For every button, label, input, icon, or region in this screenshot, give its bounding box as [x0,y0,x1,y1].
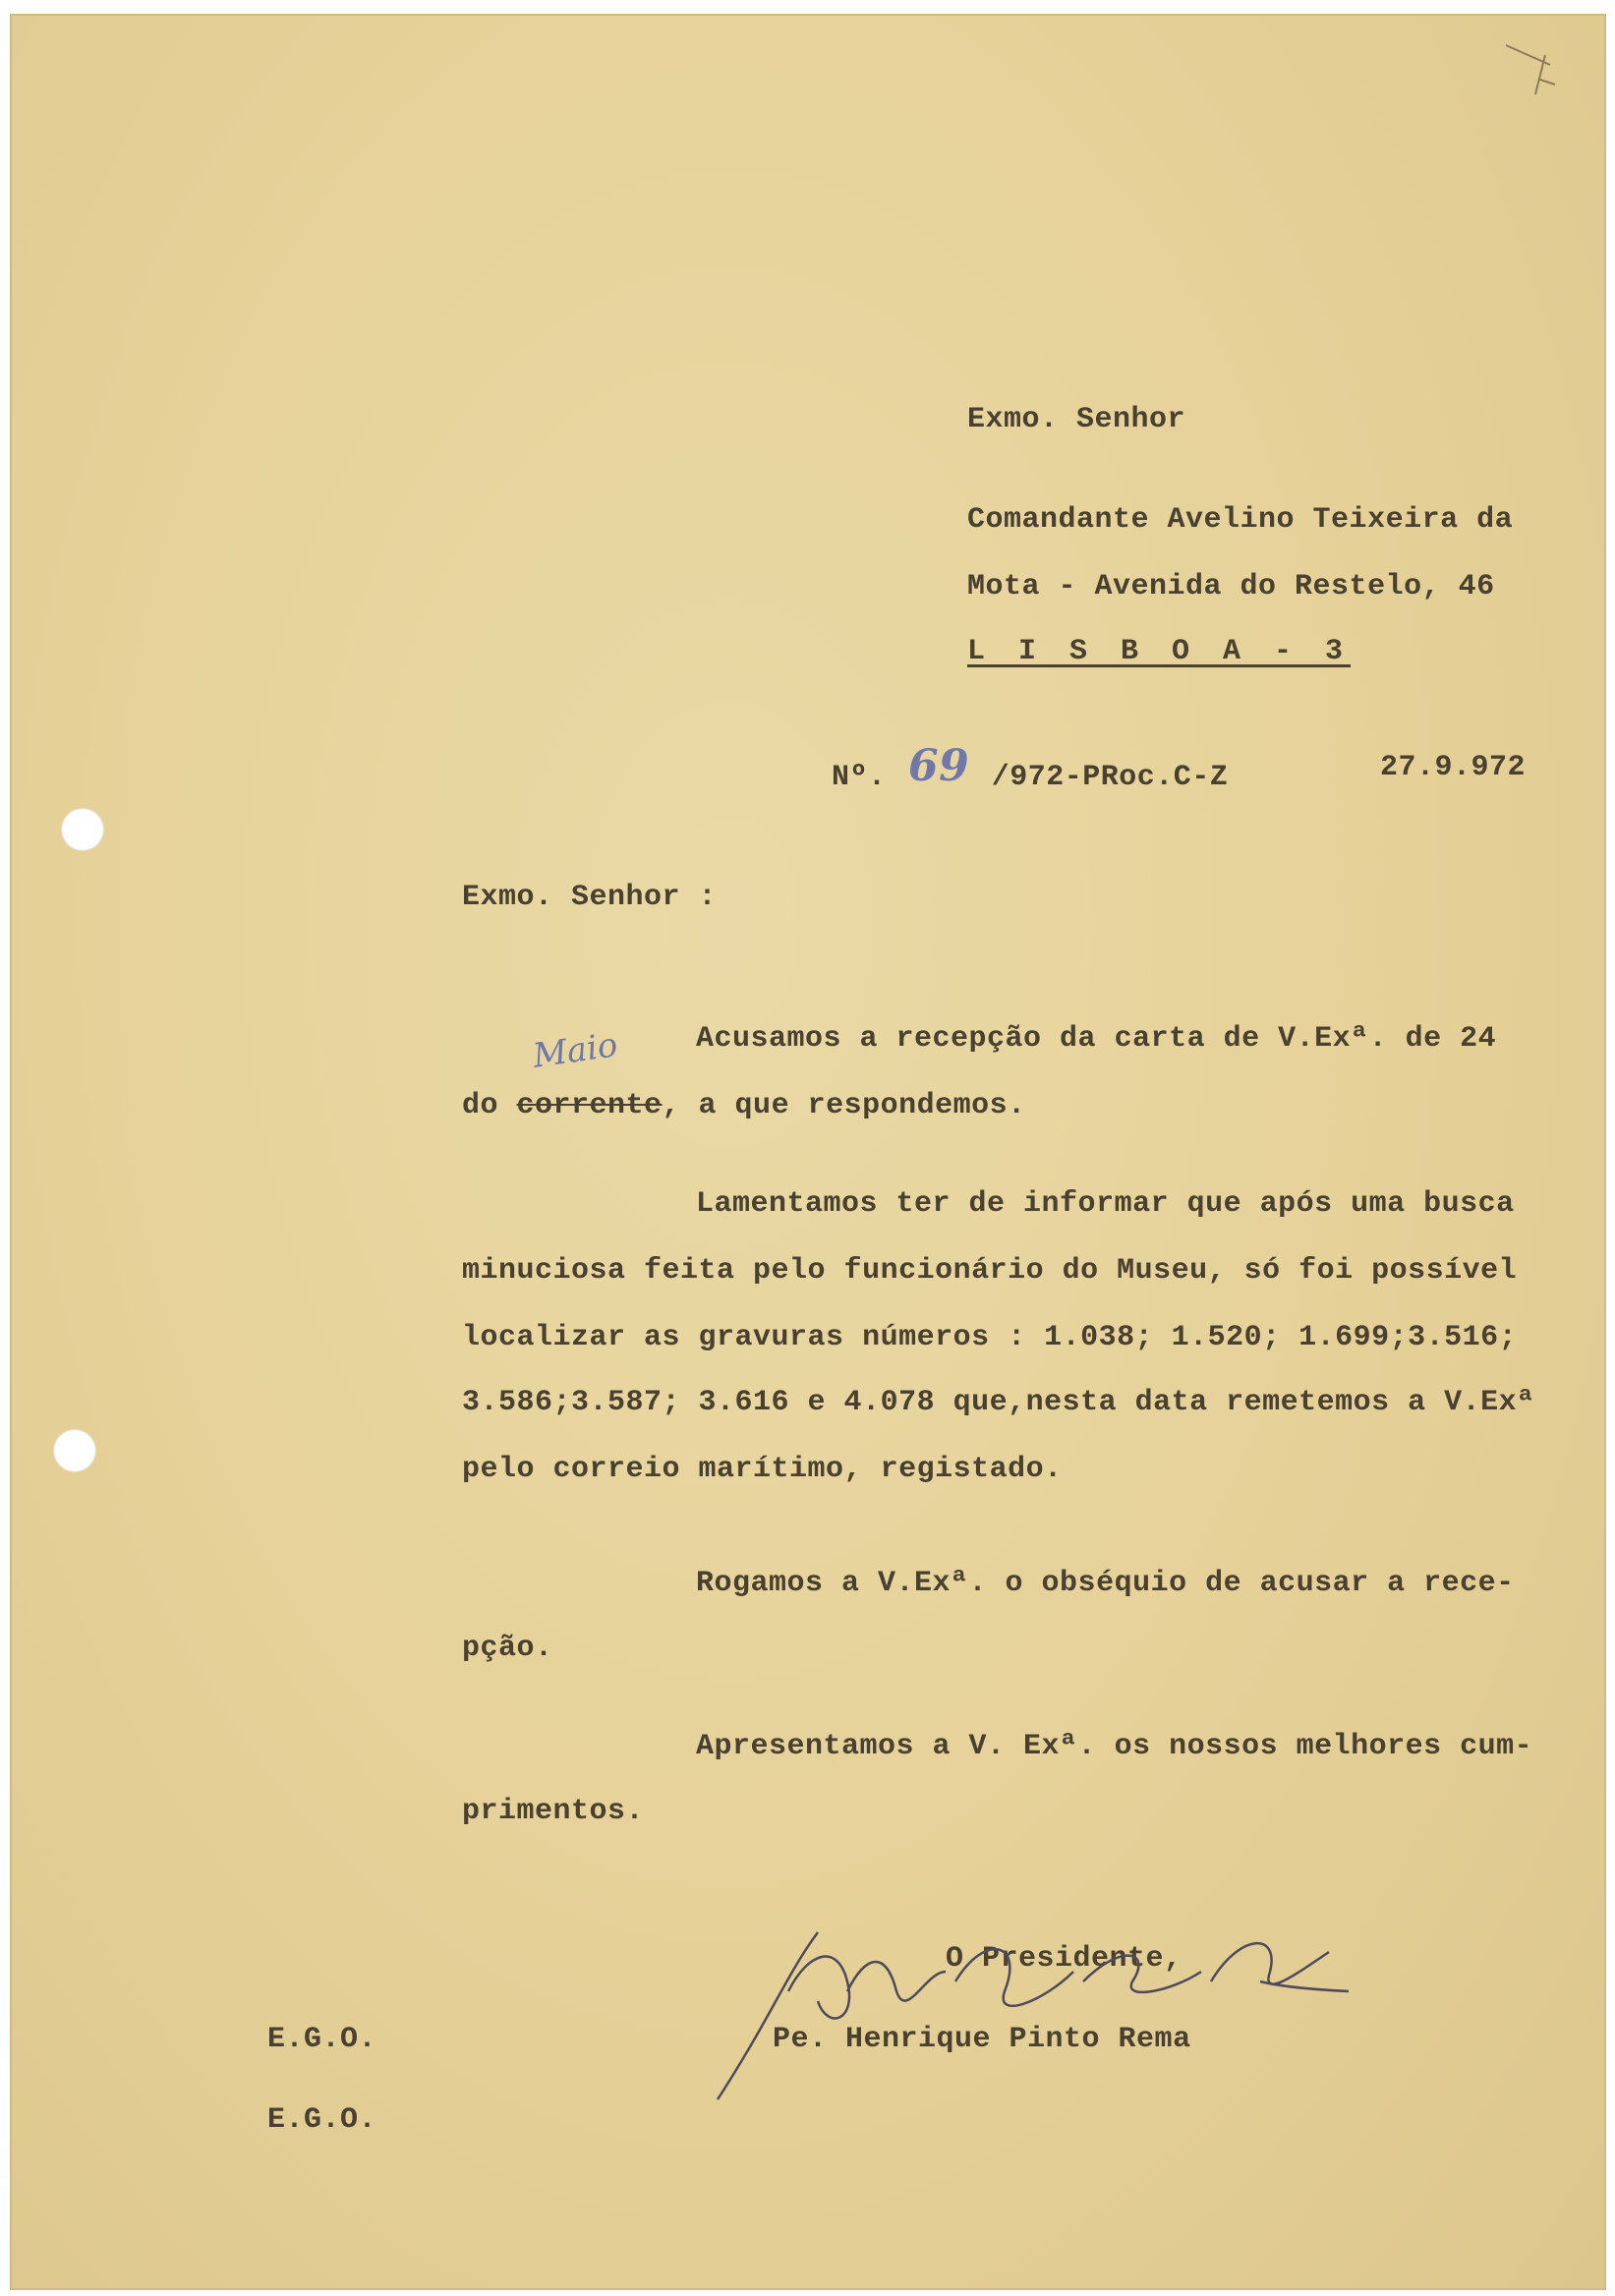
reference-date: 27.9.972 [1380,751,1527,784]
paragraph-1-line-2-start: do [462,1089,517,1122]
paragraph-2-line-3: localizar as gravuras números : 1.038; 1.520; 1.699;3.516; [462,1321,1518,1354]
closing-name: Pe. Henrique Pinto Rema [773,2023,1191,2056]
recipient-line-2: Mota - Avenida do Restelo, 46 [967,570,1495,603]
initials-1: E.G.O. [267,2023,377,2056]
reference-number-handwritten: 69 [908,741,970,791]
punch-hole-bottom [53,1429,96,1472]
punch-hole-top [61,808,104,851]
greeting: Exmo. Senhor : [462,881,718,914]
struck-word: corrente [516,1089,663,1122]
signature-drawing [710,1913,1358,2109]
recipient-line-1: Comandante Avelino Teixeira da [967,503,1514,537]
corner-pencil-mark [1496,35,1565,104]
reference-prefix: Nº. [832,761,887,794]
paragraph-1-line-2-end: , a que respondemos. [662,1089,1026,1122]
paragraph-1-line-2 [462,1091,1026,1120]
reference-suffix: /972-PRoc.C-Z [991,761,1229,794]
paragraph-2-line-5: pelo correio marítimo, registado. [462,1453,1063,1486]
paragraph-2-line-2: minuciosa feita pelo funcionário do Museu, só foi possível [462,1254,1518,1288]
handwritten-correction: Maio [530,1025,620,1076]
recipient-salutation: Exmo. Senhor [967,403,1186,436]
paragraph-3-line-2: pção. [462,1632,553,1665]
initials-2: E.G.O. [267,2103,377,2137]
recipient-city: L I S B O A - 3 [967,635,1352,668]
paragraph-2-line-4: 3.586;3.587; 3.616 e 4.078 que,nesta data remetemos a V.Exª [462,1386,1535,1419]
paragraph-4-line-1: Apresentamos a V. Exª. os nossos melhores cum- [696,1730,1533,1763]
letter-page [10,14,1606,2290]
closing-title: O Presidente, [946,1942,1182,1976]
paragraph-2-line-1: Lamentamos ter de informar que após uma busca [696,1187,1515,1221]
reference-line [832,741,1229,794]
paragraph-3-line-1: Rogamos a V.Exª. o obséquio de acusar a rece- [696,1567,1515,1600]
paragraph-1-line-1: Acusamos a recepção da carta de V.Exª. de 24 [696,1022,1497,1056]
paragraph-4-line-2: primentos. [462,1795,645,1828]
